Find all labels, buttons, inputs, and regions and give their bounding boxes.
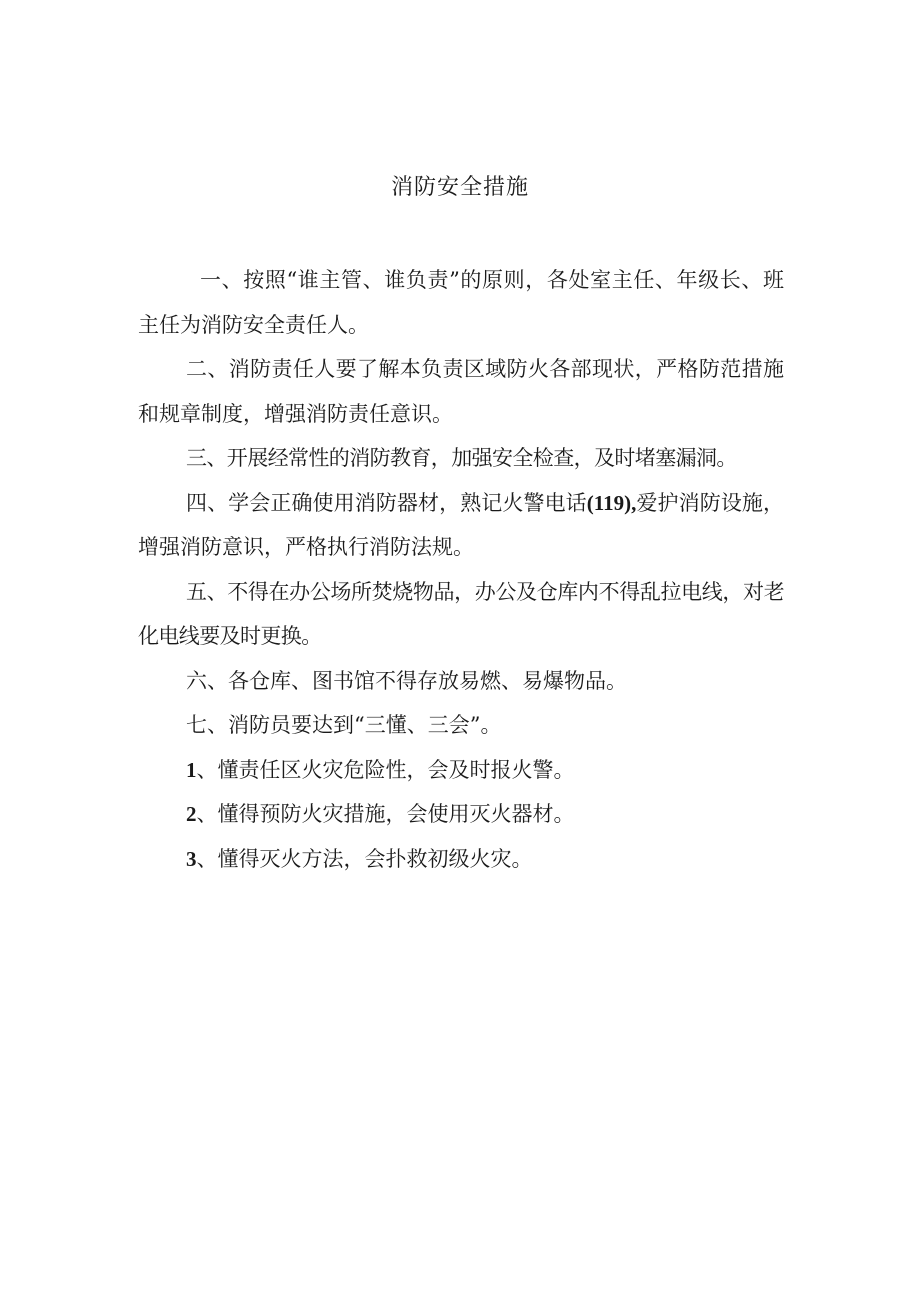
list-item-text: 、懂得灭火方法，会扑救初级火灾。 xyxy=(196,846,533,871)
list-item-text: 、懂责任区火灾危险性，会及时报火警。 xyxy=(196,757,575,782)
document-body xyxy=(138,258,784,881)
list-item-number: 3 xyxy=(186,846,197,871)
paragraph-3: 三、开展经常性的消防教育，加强安全检查，及时堵塞漏洞。 xyxy=(186,446,737,470)
list-item-number: 1 xyxy=(186,757,197,782)
document-title: 消防安全措施 xyxy=(390,175,529,200)
paragraph-1: 一、按照“谁主管、谁负责”的原则，各处室主任、年级长、班主任为消防安全责任人。 xyxy=(138,268,784,337)
paragraph-4 xyxy=(138,481,784,570)
list-item-text: 、懂得预防火灾措施，会使用灭火器材。 xyxy=(196,802,575,826)
paragraph-4-text-start: 四、学会正确使用消防器材，熟记火警电话 xyxy=(186,490,587,515)
paragraph-2: 二、消防责任人要了解本负责区域防火各部现状，严格防范措施和规章制度，增强消防责任意识。 xyxy=(138,357,784,426)
list-item-number: 2 xyxy=(186,802,197,826)
paragraph-7: 七、消防员要达到“三懂、三会”。 xyxy=(186,713,502,737)
list-item-2 xyxy=(138,792,784,837)
fire-phone-number: (119), xyxy=(586,490,637,515)
list-item-1 xyxy=(138,748,784,793)
paragraph-6: 六、各仓库、图书馆不得存放易燃、易爆物品。 xyxy=(186,668,627,693)
paragraph-4-text-end: 爱护消防设施，增强消防意识，严格执行消防法规。 xyxy=(138,490,785,559)
list-item-3 xyxy=(138,837,784,882)
paragraph-5: 五、不得在办公场所焚烧物品，办公及仓库内不得乱拉电线，对老化电线要及时更换。 xyxy=(138,579,784,648)
